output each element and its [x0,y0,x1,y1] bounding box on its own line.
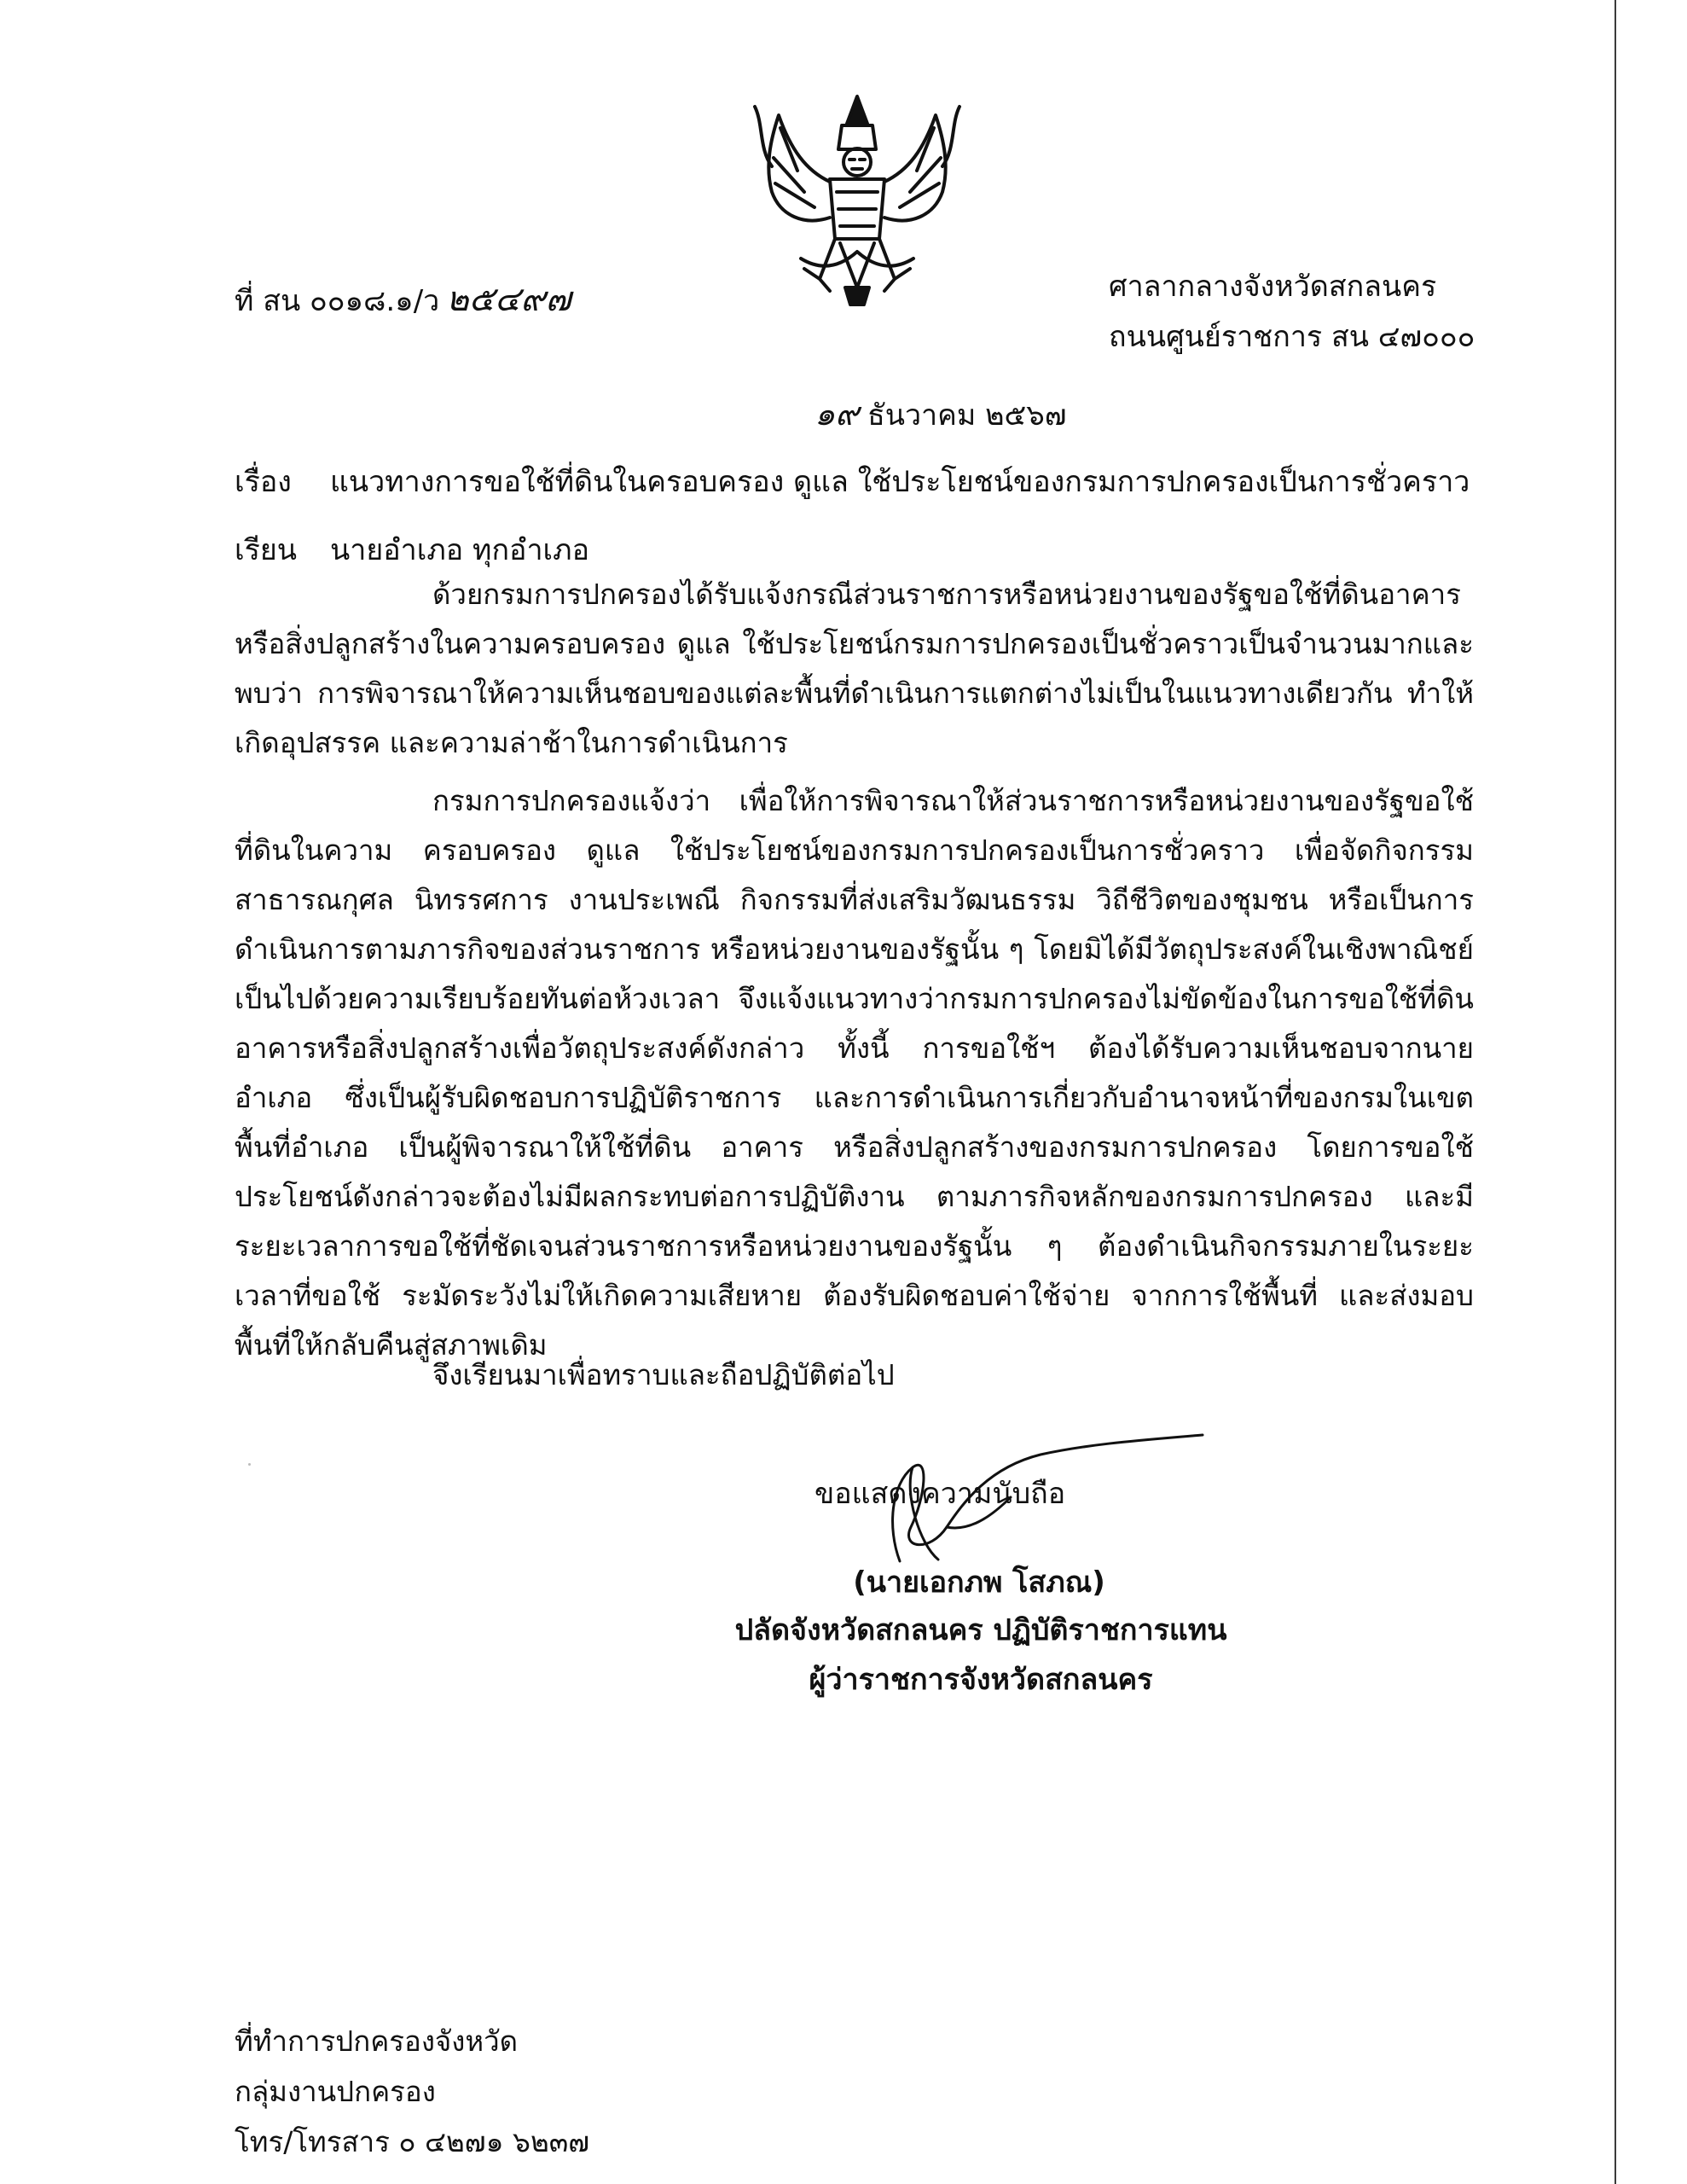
footer-phone: โทร/โทรสาร ๐ ๔๒๗๑ ๖๒๓๗ [235,2125,590,2158]
body-paragraph-2: กรมการปกครองแจ้งว่า เพื่อให้การพิจารณาให้ส่วนราชการหรือหน่วยงานของรัฐขอใช้ที่ดินในความ ครอบครอง ดูแล ใช้ประโยชน์ของกรมการปกครองเป็นการชั่วคราว เพื่อจัดกิจกรรมสาธารณกุศล นิทรรศการ งานประเพณี กิจกรรมที่ส่งเสริมวัฒนธรรม วิถีชีวิตของชุมชน หรือเป็นการดำเนินการตามภารกิจของส่วนราชการ หรือหน่วยงานของรัฐนั้น ๆ โดยมิได้มีวัตถุประสงค์ในเชิงพาณิชย์ เป็นไปด้วยความเรียบร้อยทันต่อห้วงเวลา จึงแจ้งแนวทางว่ากรมการปกครองไม่ขัดข้องในการขอใช้ที่ดิน อาคารหรือสิ่งปลูกสร้างเพื่อวัตถุประสงค์ดังกล่าว ทั้งนี้ การขอใช้ฯ ต้องได้รับความเห็นชอบจากนายอำเภอ ซึ่งเป็นผู้รับผิดชอบการปฏิบัติราชการ และการดำเนินการเกี่ยวกับอำนาจหน้าที่ของกรมในเขตพื้นที่อำเภอ เป็นผู้พิจารณาให้ใช้ที่ดิน อาคาร หรือสิ่งปลูกสร้างของกรมการปกครอง โดยการขอใช้ประโยชน์ดังกล่าวจะต้องไม่มีผลกระทบต่อการปฏิบัติงาน ตามภารกิจหลักของกรมการปกครอง และมีระยะเวลาการขอใช้ที่ชัดเจนส่วนราชการหรือหน่วยงานของรัฐนั้น ๆ ต้องดำเนินกิจกรรมภายในระยะเวลาที่ขอใช้ ระมัดระวังไม่ให้เกิดความเสียหาย ต้องรับผิดชอบค่าใช้จ่าย จากการใช้พื้นที่ และส่งมอบพื้นที่ให้กลับคืนสู่สภาพเดิม [235,784,1474,1362]
recipient-text: นายอำเภอ ทุกอำเภอ [330,533,589,567]
signer-position-line1: ปลัดจังหวัดสกลนคร ปฏิบัติราชการแทน [734,1613,1227,1647]
document-reference [235,271,571,326]
sender-address-line2: ถนนศูนย์ราชการ สน ๔๗๐๐๐ [1109,320,1475,354]
recipient-label: เรียน [235,533,298,567]
signer-position-line2: ผู้ว่าราชการจังหวัดสกลนคร [809,1663,1153,1697]
subject-label: เรื่อง [235,465,292,499]
document-date [815,387,1066,439]
footer-division: กลุ่มงานปกครอง [235,2075,436,2108]
sender-address-line1: ศาลากลางจังหวัดสกลนคร [1109,270,1437,304]
reference-number: ที่ สน ๐๐๑๘.๑/ว [235,284,440,318]
garuda-emblem-icon [729,90,985,311]
body-paragraph-3: จึงเรียนมาเพื่อทราบและถือปฏิบัติต่อไป [432,1358,895,1391]
reference-handwritten-number: ๒๕๔๙๗ [446,280,571,319]
footer-office: ที่ทำการปกครองจังหวัด [235,2024,519,2058]
signer-name: (นายเอกภพ โสภณ) [853,1565,1105,1600]
body-paragraph-1: ด้วยกรมการปกครองได้รับแจ้งกรณีส่วนราชการหรือหน่วยงานของรัฐขอใช้ที่ดินอาคาร หรือสิ่งปลูกสร้างในความครอบครอง ดูแล ใช้ประโยชน์กรมการปกครองเป็นชั่วคราวเป็นจำนวนมากและพบว่า การพิจารณาให้ความเห็นชอบของแต่ละพื้นที่ดำเนินการแตกต่างไม่เป็นในแนวทางเดียวกัน ทำให้เกิดอุปสรรค และความล่าช้าในการดำเนินการ [235,578,1474,759]
date-handwritten-day: ๑๙ [815,395,859,433]
scan-edge-line [1615,0,1616,2184]
date-month-year: ธันวาคม ๒๕๖๗ [867,398,1067,433]
scan-bottom-crop [0,2162,1615,2184]
scan-speck [248,1463,251,1466]
subject-text: แนวทางการขอใช้ที่ดินในครอบครอง ดูแล ใช้ประโยชน์ของกรมการปกครองเป็นการชั่วคราว [330,465,1470,499]
closing-salutation: ขอแสดงความนับถือ [815,1477,1066,1511]
